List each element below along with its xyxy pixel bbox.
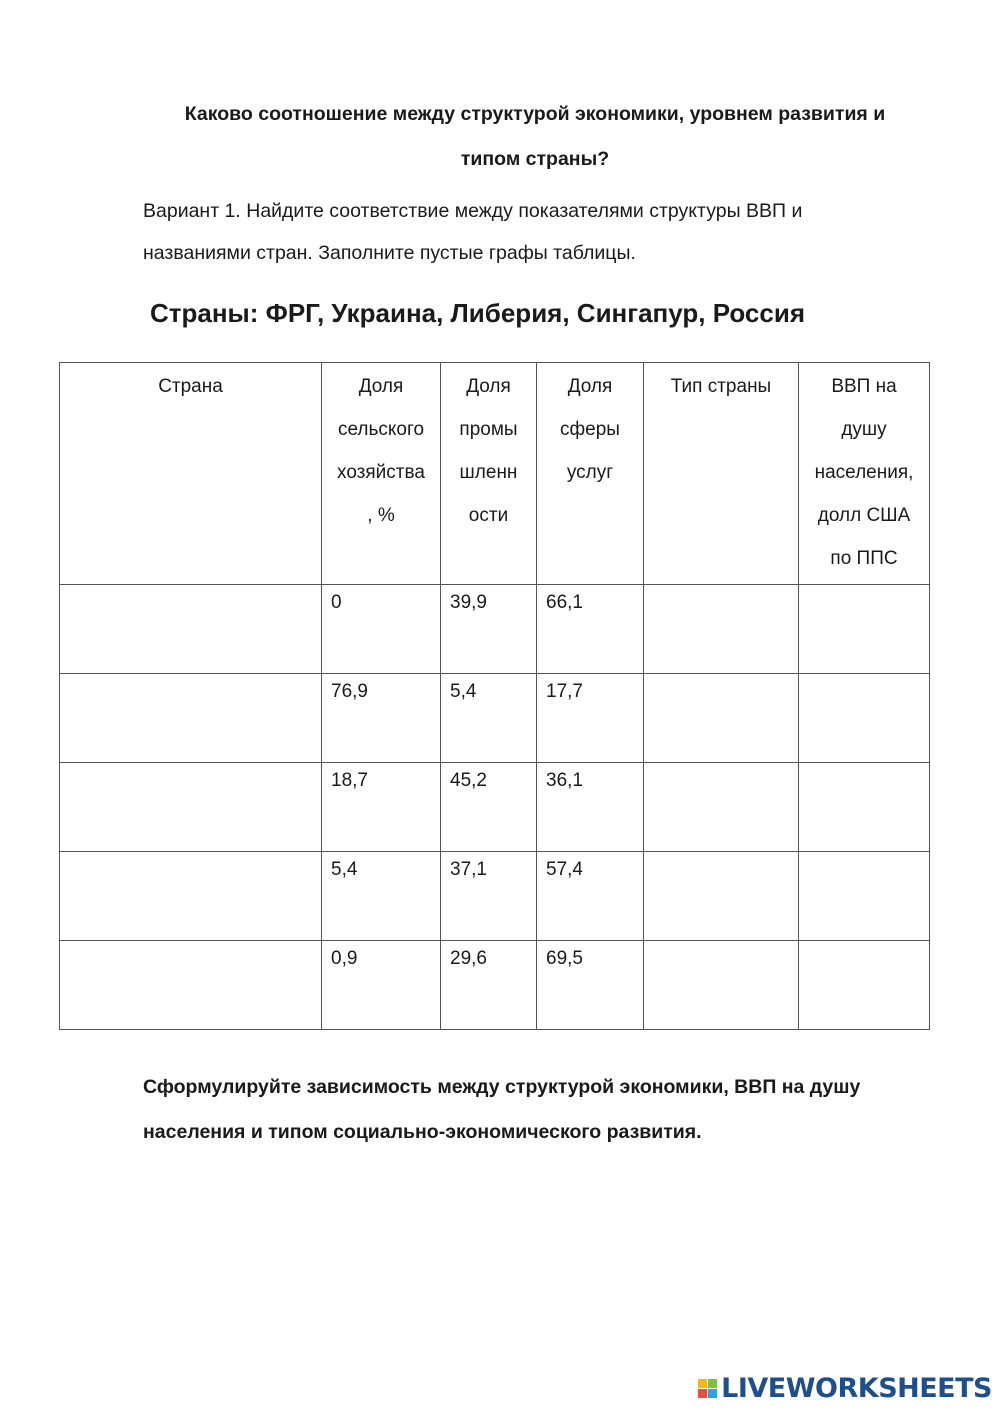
countries-list: Страны: ФРГ, Украина, Либерия, Сингапур, Россия (150, 298, 806, 328)
task-line-2: населения и типом социально-экономического развития. (143, 1121, 702, 1143)
header-agriculture: Доля сельского хозяйства , % (322, 363, 441, 585)
table-row (60, 941, 930, 1030)
country-answer-cell[interactable] (60, 674, 322, 763)
logo-squares-icon (698, 1379, 717, 1398)
table-row (60, 674, 930, 763)
title-line-1: Каково соотношение между структурой экономики, уровнем развития и (184, 103, 886, 125)
services-cell: 57,4 (537, 852, 644, 941)
type-answer-cell[interactable] (644, 585, 799, 674)
logo-square (698, 1379, 707, 1388)
country-answer-cell[interactable] (60, 585, 322, 674)
task-line-1: Сформулируйте зависимость между структурой экономики, ВВП на душу (143, 1076, 861, 1098)
table-row (60, 763, 930, 852)
table-row (60, 585, 930, 674)
gdp-answer-cell[interactable] (799, 674, 930, 763)
header-industry: Доля промы шленн ости (441, 363, 537, 585)
agriculture-cell: 0 (322, 585, 441, 674)
agriculture-cell: 18,7 (322, 763, 441, 852)
gdp-answer-cell[interactable] (799, 585, 930, 674)
country-answer-cell[interactable] (60, 763, 322, 852)
logo-square (708, 1379, 717, 1388)
industry-cell: 45,2 (441, 763, 537, 852)
logo-square (698, 1389, 707, 1398)
logo-text: LIVEWORKSHEETS (721, 1372, 992, 1404)
services-cell: 36,1 (537, 763, 644, 852)
gdp-answer-cell[interactable] (799, 763, 930, 852)
gdp-answer-cell[interactable] (799, 852, 930, 941)
services-cell: 17,7 (537, 674, 644, 763)
title-line-2: типом страны? (460, 148, 610, 170)
type-answer-cell[interactable] (644, 852, 799, 941)
table-header-row (60, 363, 930, 585)
header-services: Доля сферы услуг (537, 363, 644, 585)
gdp-structure-table (59, 362, 930, 1030)
instruction-line-2: названиями стран. Заполните пустые графы таблицы. (143, 242, 636, 264)
industry-cell: 5,4 (441, 674, 537, 763)
country-answer-cell[interactable] (60, 852, 322, 941)
country-answer-cell[interactable] (60, 941, 322, 1030)
header-gdp-per-capita: ВВП на душу населения, долл США по ППС (799, 363, 930, 585)
table-row (60, 852, 930, 941)
final-task (143, 1065, 933, 1155)
gdp-answer-cell[interactable] (799, 941, 930, 1030)
industry-cell: 39,9 (441, 585, 537, 674)
type-answer-cell[interactable] (644, 941, 799, 1030)
logo-square (708, 1389, 717, 1398)
agriculture-cell: 0,9 (322, 941, 441, 1030)
header-country: Страна (60, 363, 322, 585)
industry-cell: 29,6 (441, 941, 537, 1030)
industry-cell: 37,1 (441, 852, 537, 941)
page-title (145, 92, 925, 182)
agriculture-cell: 5,4 (322, 852, 441, 941)
header-country-type: Тип страны (644, 363, 799, 585)
liveworksheets-logo (698, 1373, 992, 1403)
services-cell: 66,1 (537, 585, 644, 674)
agriculture-cell: 76,9 (322, 674, 441, 763)
services-cell: 69,5 (537, 941, 644, 1030)
instruction-line-1: Вариант 1. Найдите соответствие между показателями структуры ВВП и (143, 200, 803, 222)
type-answer-cell[interactable] (644, 674, 799, 763)
type-answer-cell[interactable] (644, 763, 799, 852)
instruction (143, 190, 933, 274)
